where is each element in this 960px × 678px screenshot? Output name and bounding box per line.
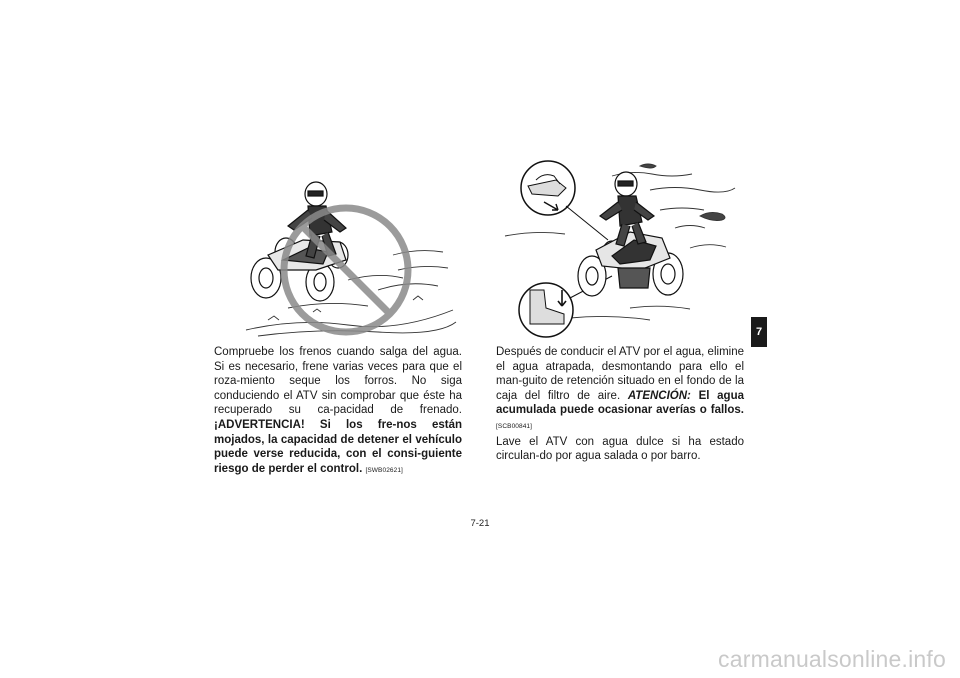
brakes-check-text: Compruebe los frenos cuando salga del agua. Si es necesario, frene varias veces para que el roza-miento seque los forros. No siga conduciendo el ATV sin comprobar que éste ha recuperado su ca-pacidad de frenado. (214, 346, 462, 417)
water-removal-paragraph (496, 345, 744, 435)
atv-brake-lever-and-pedal-illustration (500, 158, 746, 340)
caution-label: ATENCIÓN: (627, 389, 691, 402)
wash-paragraph: Lave el ATV con agua dulce si ha estado circulan-do por agua salada o por barro. (496, 435, 744, 463)
caution-text: El agua acumulada puede ocasionar averías o fallos. (496, 389, 744, 417)
right-text-column (496, 345, 744, 464)
left-text-column (214, 345, 462, 478)
chapter-tab: 7 (751, 317, 767, 347)
page-number: 7-21 (470, 518, 490, 529)
no-atv-jump-prohibited-illustration (228, 160, 460, 340)
warning-text: ¡ADVERTENCIA! Si los fre-nos están mojados, la capacidad de detener el vehículo puede verse reducida, con el consi-guiente riesgo de perder el control. (214, 418, 462, 475)
caution-reference-code: [SCB00841] (496, 422, 533, 430)
brakes-check-paragraph (214, 345, 462, 478)
watermark-link[interactable]: carmanualsonline.info (718, 646, 946, 672)
water-removal-text: Después de conducir el ATV por el agua, elimine el agua atrapada, desmontando para ello el man-guito de retención situado en el fondo de la caja del filtro de aire. (496, 346, 744, 402)
warning-reference-code: [SWB02621] (365, 466, 403, 474)
